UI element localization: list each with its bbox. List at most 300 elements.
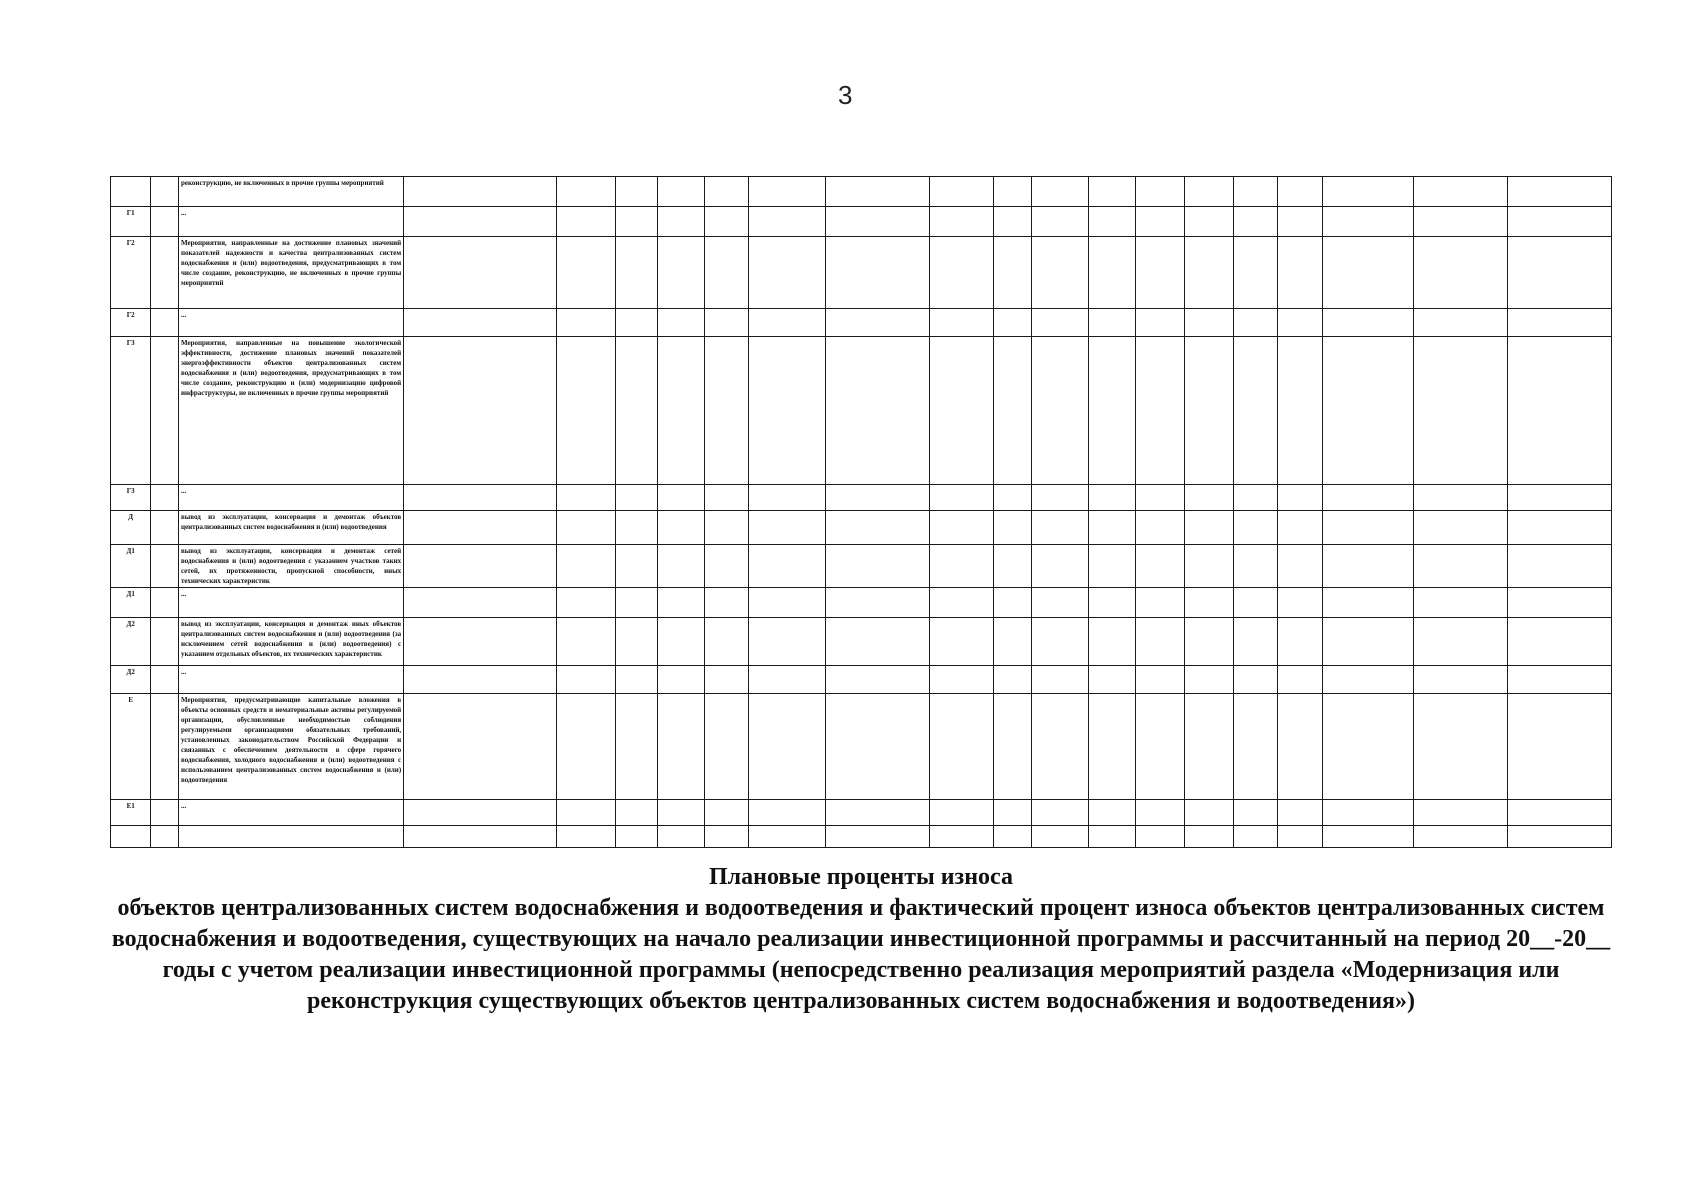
- value-cell: [1507, 694, 1611, 800]
- value-cell: [658, 666, 705, 694]
- value-cell: [404, 177, 557, 207]
- value-cell: [1233, 826, 1278, 848]
- row-description: ...: [178, 666, 403, 694]
- value-cell: [1031, 545, 1088, 588]
- value-cell: [1507, 511, 1611, 545]
- value-cell: [929, 666, 993, 694]
- value-cell: [1322, 826, 1413, 848]
- value-cell: [557, 588, 615, 618]
- row-blank-cell: [151, 826, 179, 848]
- value-cell: [1322, 694, 1413, 800]
- value-cell: [749, 207, 825, 237]
- value-cell: [929, 618, 993, 666]
- value-cell: [1278, 800, 1323, 826]
- value-cell: [825, 237, 929, 309]
- value-cell: [749, 177, 825, 207]
- value-cell: [1233, 237, 1278, 309]
- value-cell: [615, 177, 657, 207]
- value-cell: [929, 511, 993, 545]
- table-row: [111, 800, 1612, 826]
- value-cell: [1184, 545, 1233, 588]
- value-cell: [1322, 337, 1413, 485]
- value-cell: [658, 309, 705, 337]
- value-cell: [1031, 666, 1088, 694]
- row-code: Г3: [111, 337, 151, 485]
- value-cell: [1031, 618, 1088, 666]
- table-row: [111, 177, 1612, 207]
- row-blank-cell: [151, 485, 179, 511]
- value-cell: [615, 618, 657, 666]
- value-cell: [825, 309, 929, 337]
- value-cell: [1031, 207, 1088, 237]
- value-cell: [557, 207, 615, 237]
- value-cell: [1278, 177, 1323, 207]
- value-cell: [557, 545, 615, 588]
- value-cell: [825, 207, 929, 237]
- value-cell: [1089, 826, 1136, 848]
- value-cell: [1184, 309, 1233, 337]
- value-cell: [404, 237, 557, 309]
- value-cell: [1507, 337, 1611, 485]
- value-cell: [557, 177, 615, 207]
- value-cell: [929, 177, 993, 207]
- value-cell: [557, 309, 615, 337]
- row-code: Д: [111, 511, 151, 545]
- row-code: Г3: [111, 485, 151, 511]
- value-cell: [404, 588, 557, 618]
- value-cell: [404, 485, 557, 511]
- row-blank-cell: [151, 511, 179, 545]
- value-cell: [615, 207, 657, 237]
- value-cell: [1414, 237, 1507, 309]
- value-cell: [929, 694, 993, 800]
- value-cell: [557, 800, 615, 826]
- value-cell: [993, 485, 1031, 511]
- value-cell: [825, 485, 929, 511]
- row-code: Е: [111, 694, 151, 800]
- value-cell: [749, 309, 825, 337]
- value-cell: [1278, 485, 1323, 511]
- value-cell: [615, 694, 657, 800]
- row-code: Г1: [111, 207, 151, 237]
- value-cell: [993, 826, 1031, 848]
- value-cell: [1089, 309, 1136, 337]
- value-cell: [1322, 800, 1413, 826]
- value-cell: [929, 207, 993, 237]
- value-cell: [615, 800, 657, 826]
- value-cell: [993, 666, 1031, 694]
- value-cell: [1136, 485, 1185, 511]
- value-cell: [1507, 588, 1611, 618]
- value-cell: [1184, 666, 1233, 694]
- value-cell: [1278, 694, 1323, 800]
- value-cell: [993, 694, 1031, 800]
- value-cell: [1507, 207, 1611, 237]
- section-caption: [110, 862, 1612, 1017]
- table-row: [111, 666, 1612, 694]
- value-cell: [658, 694, 705, 800]
- value-cell: [825, 800, 929, 826]
- value-cell: [929, 826, 993, 848]
- value-cell: [1322, 545, 1413, 588]
- page-number: 3: [838, 80, 853, 110]
- value-cell: [825, 545, 929, 588]
- value-cell: [1278, 511, 1323, 545]
- value-cell: [704, 207, 749, 237]
- row-description: ...: [178, 207, 403, 237]
- row-code: Г2: [111, 309, 151, 337]
- value-cell: [1136, 618, 1185, 666]
- value-cell: [704, 618, 749, 666]
- value-cell: [1322, 511, 1413, 545]
- row-description: вывод из эксплуатации, консервация и демонтаж сетей водоснабжения и (или) водоотведения с указанием участков таких сетей, их протяженности, пропускной способности, иных технических характеристик: [178, 545, 403, 588]
- value-cell: [929, 337, 993, 485]
- value-cell: [704, 511, 749, 545]
- value-cell: [929, 588, 993, 618]
- value-cell: [557, 237, 615, 309]
- value-cell: [1233, 694, 1278, 800]
- row-description: вывод из эксплуатации, консервация и демонтаж иных объектов централизованных систем водоснабжения и (или) водоотведения (за исключением сетей водоснабжения и (или) водоотведения) с указанием отдельных объектов, их технических характеристик: [178, 618, 403, 666]
- value-cell: [1136, 309, 1185, 337]
- value-cell: [1031, 177, 1088, 207]
- value-cell: [1233, 511, 1278, 545]
- row-code: [111, 177, 151, 207]
- value-cell: [825, 826, 929, 848]
- value-cell: [704, 666, 749, 694]
- value-cell: [1184, 826, 1233, 848]
- row-code: [111, 826, 151, 848]
- value-cell: [1414, 800, 1507, 826]
- value-cell: [1089, 485, 1136, 511]
- value-cell: [404, 545, 557, 588]
- value-cell: [557, 826, 615, 848]
- value-cell: [1136, 588, 1185, 618]
- value-cell: [1507, 309, 1611, 337]
- value-cell: [749, 588, 825, 618]
- value-cell: [557, 666, 615, 694]
- value-cell: [749, 666, 825, 694]
- value-cell: [1136, 207, 1185, 237]
- value-cell: [993, 337, 1031, 485]
- value-cell: [1184, 511, 1233, 545]
- row-blank-cell: [151, 309, 179, 337]
- value-cell: [1233, 666, 1278, 694]
- value-cell: [1507, 826, 1611, 848]
- row-blank-cell: [151, 177, 179, 207]
- value-cell: [825, 618, 929, 666]
- value-cell: [1233, 309, 1278, 337]
- row-description: Мероприятия, направленные на повышение экологической эффективности, достижение плановых значений показателей энергоэффективности объектов централизованных систем водоснабжения и (или) водоотведения, предусматривающих в том числе создание, реконструкцию и (или) модернизацию цифровой инфраструктуры, не включенных в прочие группы мероприятий: [178, 337, 403, 485]
- value-cell: [749, 485, 825, 511]
- value-cell: [825, 694, 929, 800]
- value-cell: [1089, 588, 1136, 618]
- value-cell: [1184, 588, 1233, 618]
- row-description: ...: [178, 588, 403, 618]
- value-cell: [1414, 545, 1507, 588]
- value-cell: [1507, 666, 1611, 694]
- value-cell: [749, 694, 825, 800]
- value-cell: [1184, 485, 1233, 511]
- row-blank-cell: [151, 800, 179, 826]
- row-description: ...: [178, 800, 403, 826]
- value-cell: [404, 309, 557, 337]
- value-cell: [1089, 337, 1136, 485]
- value-cell: [404, 694, 557, 800]
- value-cell: [749, 337, 825, 485]
- row-blank-cell: [151, 694, 179, 800]
- value-cell: [993, 177, 1031, 207]
- value-cell: [704, 309, 749, 337]
- value-cell: [658, 545, 705, 588]
- value-cell: [1089, 694, 1136, 800]
- value-cell: [704, 826, 749, 848]
- value-cell: [658, 207, 705, 237]
- value-cell: [404, 666, 557, 694]
- value-cell: [1233, 485, 1278, 511]
- table-row: [111, 694, 1612, 800]
- value-cell: [1089, 545, 1136, 588]
- value-cell: [993, 588, 1031, 618]
- row-blank-cell: [151, 207, 179, 237]
- value-cell: [557, 337, 615, 485]
- value-cell: [1136, 800, 1185, 826]
- value-cell: [658, 800, 705, 826]
- value-cell: [1414, 694, 1507, 800]
- value-cell: [1322, 588, 1413, 618]
- value-cell: [1184, 207, 1233, 237]
- table-row: [111, 337, 1612, 485]
- value-cell: [1233, 337, 1278, 485]
- table-row: [111, 511, 1612, 545]
- value-cell: [404, 826, 557, 848]
- row-code: Д1: [111, 545, 151, 588]
- row-description: Мероприятия, направленные на достижение плановых значений показателей надежности и качества централизованных систем водоснабжения и (или) водоотведения, предусматривающих в том числе создание, реконструкцию, не включенных в прочие группы мероприятий: [178, 237, 403, 309]
- value-cell: [1278, 588, 1323, 618]
- row-code: Д2: [111, 618, 151, 666]
- value-cell: [1278, 618, 1323, 666]
- value-cell: [1031, 337, 1088, 485]
- value-cell: [1414, 826, 1507, 848]
- value-cell: [704, 694, 749, 800]
- value-cell: [1184, 177, 1233, 207]
- value-cell: [1233, 545, 1278, 588]
- row-blank-cell: [151, 588, 179, 618]
- value-cell: [615, 826, 657, 848]
- row-code: Е1: [111, 800, 151, 826]
- value-cell: [1414, 618, 1507, 666]
- value-cell: [993, 207, 1031, 237]
- value-cell: [1233, 618, 1278, 666]
- value-cell: [1322, 237, 1413, 309]
- value-cell: [404, 511, 557, 545]
- value-cell: [1184, 337, 1233, 485]
- value-cell: [1507, 485, 1611, 511]
- row-blank-cell: [151, 545, 179, 588]
- row-blank-cell: [151, 618, 179, 666]
- value-cell: [1136, 694, 1185, 800]
- value-cell: [704, 588, 749, 618]
- value-cell: [929, 237, 993, 309]
- value-cell: [658, 177, 705, 207]
- value-cell: [404, 618, 557, 666]
- value-cell: [1322, 618, 1413, 666]
- value-cell: [1507, 800, 1611, 826]
- table-row: [111, 309, 1612, 337]
- value-cell: [993, 309, 1031, 337]
- row-description: реконструкцию, не включенных в прочие группы мероприятий: [178, 177, 403, 207]
- caption-text: объектов централизованных систем водоснабжения и водоотведения и фактический процент износа объектов централизованных систем водоснабжения и водоотведения, существующих на начало реализации инвестиционной программы и рассчитанный на период 20__-20__ годы с учетом реализации инвестиционной программы (непосредственно реализация мероприятий раздела «Модернизация или реконструкция существующих объектов централизованных систем водоснабжения и водоотведения»): [111, 895, 1611, 1014]
- value-cell: [615, 666, 657, 694]
- value-cell: [1089, 237, 1136, 309]
- value-cell: [1278, 545, 1323, 588]
- row-blank-cell: [151, 666, 179, 694]
- value-cell: [658, 337, 705, 485]
- value-cell: [615, 309, 657, 337]
- value-cell: [704, 485, 749, 511]
- value-cell: [658, 511, 705, 545]
- value-cell: [993, 618, 1031, 666]
- table-row: [111, 618, 1612, 666]
- value-cell: [1507, 545, 1611, 588]
- row-blank-cell: [151, 237, 179, 309]
- value-cell: [1278, 309, 1323, 337]
- value-cell: [615, 237, 657, 309]
- value-cell: [1031, 588, 1088, 618]
- value-cell: [929, 485, 993, 511]
- value-cell: [1322, 666, 1413, 694]
- value-cell: [658, 826, 705, 848]
- table-row: [111, 588, 1612, 618]
- value-cell: [749, 511, 825, 545]
- value-cell: [404, 800, 557, 826]
- value-cell: [1031, 237, 1088, 309]
- value-cell: [1414, 309, 1507, 337]
- value-cell: [1414, 337, 1507, 485]
- value-cell: [993, 237, 1031, 309]
- value-cell: [1031, 826, 1088, 848]
- value-cell: [825, 177, 929, 207]
- table-row: [111, 207, 1612, 237]
- value-cell: [1031, 485, 1088, 511]
- value-cell: [1184, 237, 1233, 309]
- value-cell: [1233, 207, 1278, 237]
- value-cell: [615, 588, 657, 618]
- value-cell: [929, 800, 993, 826]
- value-cell: [993, 545, 1031, 588]
- caption-title: Плановые проценты износа: [709, 864, 1013, 890]
- value-cell: [825, 588, 929, 618]
- value-cell: [1322, 485, 1413, 511]
- row-description: вывод из эксплуатации, консервация и демонтаж объектов централизованных систем водоснабжения и (или) водоотведения: [178, 511, 403, 545]
- value-cell: [1031, 309, 1088, 337]
- value-cell: [557, 485, 615, 511]
- investment-program-table: [110, 176, 1612, 848]
- value-cell: [658, 588, 705, 618]
- value-cell: [1414, 666, 1507, 694]
- value-cell: [704, 177, 749, 207]
- value-cell: [929, 545, 993, 588]
- value-cell: [1322, 309, 1413, 337]
- value-cell: [658, 618, 705, 666]
- value-cell: [615, 511, 657, 545]
- value-cell: [704, 800, 749, 826]
- value-cell: [1136, 826, 1185, 848]
- value-cell: [1136, 511, 1185, 545]
- table-row: [111, 826, 1612, 848]
- value-cell: [1031, 694, 1088, 800]
- value-cell: [749, 800, 825, 826]
- row-code: Г2: [111, 237, 151, 309]
- value-cell: [1136, 177, 1185, 207]
- value-cell: [1136, 337, 1185, 485]
- value-cell: [1507, 618, 1611, 666]
- row-description: ...: [178, 485, 403, 511]
- value-cell: [404, 207, 557, 237]
- value-cell: [615, 337, 657, 485]
- value-cell: [1089, 666, 1136, 694]
- row-code: Д2: [111, 666, 151, 694]
- value-cell: [615, 545, 657, 588]
- value-cell: [1136, 237, 1185, 309]
- value-cell: [993, 800, 1031, 826]
- value-cell: [1278, 666, 1323, 694]
- value-cell: [1278, 237, 1323, 309]
- value-cell: [749, 237, 825, 309]
- value-cell: [1184, 694, 1233, 800]
- value-cell: [1278, 337, 1323, 485]
- value-cell: [1136, 545, 1185, 588]
- value-cell: [1414, 588, 1507, 618]
- row-description: Мероприятия, предусматривающие капитальные вложения в объекты основных средств и нематериальные активы регулируемой организации, обусловленные необходимостью соблюдения регулируемыми организациями обязательных требований, установленных законодательством Российской Федерации и связанных с обеспечением деятельности в сфере горячего водоснабжения, холодного водоснабжения и (или) водоотведения с использованием централизованных систем водоснабжения и (или) водоотведения: [178, 694, 403, 800]
- table-row: [111, 237, 1612, 309]
- value-cell: [1233, 588, 1278, 618]
- value-cell: [557, 694, 615, 800]
- value-cell: [1507, 177, 1611, 207]
- value-cell: [1507, 237, 1611, 309]
- value-cell: [1233, 177, 1278, 207]
- value-cell: [658, 485, 705, 511]
- value-cell: [929, 309, 993, 337]
- value-cell: [993, 511, 1031, 545]
- value-cell: [1184, 800, 1233, 826]
- value-cell: [658, 237, 705, 309]
- value-cell: [1414, 511, 1507, 545]
- value-cell: [704, 337, 749, 485]
- value-cell: [749, 826, 825, 848]
- value-cell: [1089, 511, 1136, 545]
- value-cell: [1414, 485, 1507, 511]
- value-cell: [1414, 207, 1507, 237]
- value-cell: [825, 666, 929, 694]
- value-cell: [749, 618, 825, 666]
- value-cell: [1322, 177, 1413, 207]
- row-blank-cell: [151, 337, 179, 485]
- table-row: [111, 545, 1612, 588]
- value-cell: [1322, 207, 1413, 237]
- value-cell: [1089, 800, 1136, 826]
- value-cell: [1089, 618, 1136, 666]
- value-cell: [704, 237, 749, 309]
- value-cell: [749, 545, 825, 588]
- value-cell: [1136, 666, 1185, 694]
- value-cell: [615, 485, 657, 511]
- value-cell: [1031, 800, 1088, 826]
- value-cell: [404, 337, 557, 485]
- value-cell: [557, 618, 615, 666]
- value-cell: [1089, 207, 1136, 237]
- value-cell: [1089, 177, 1136, 207]
- row-description: ...: [178, 309, 403, 337]
